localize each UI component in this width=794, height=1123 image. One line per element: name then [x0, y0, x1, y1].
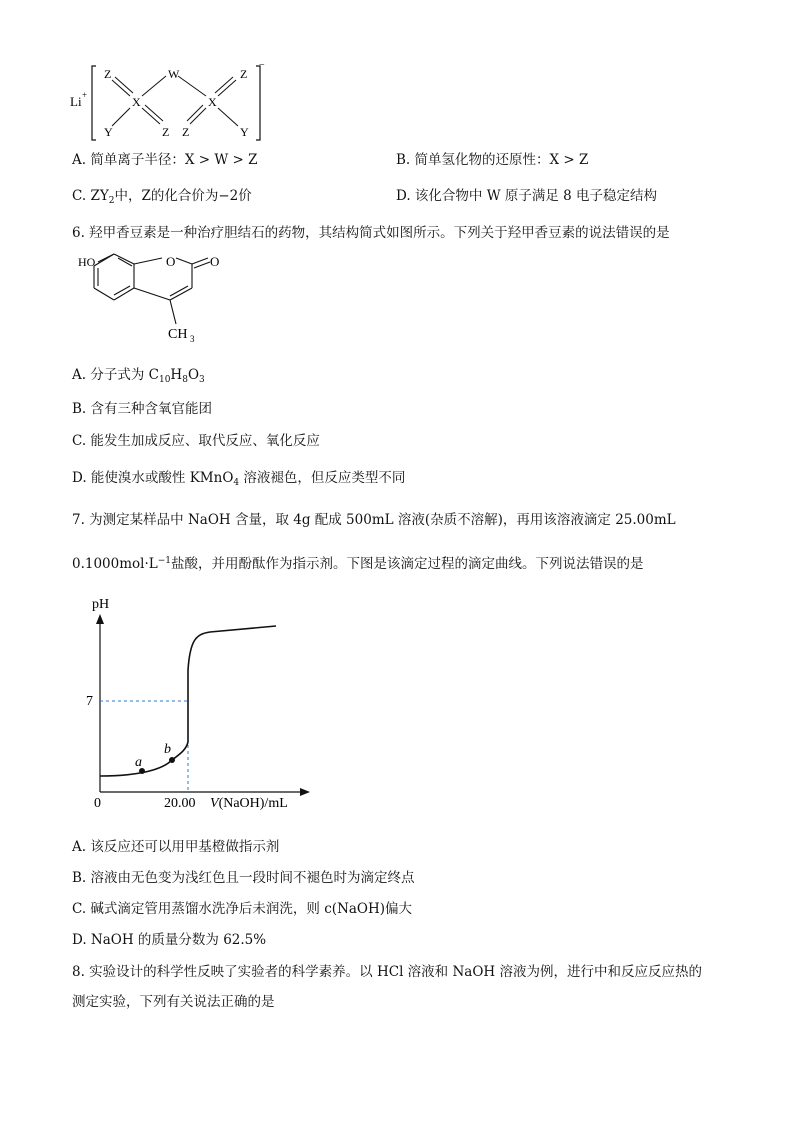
coumarin-bonds	[94, 254, 210, 324]
q6-formula-c: C	[148, 367, 159, 383]
atom-z-top-left: Z	[104, 67, 112, 81]
atom-y-bottom-left: Y	[104, 125, 113, 139]
lithium-label: Li	[70, 94, 82, 109]
q6-formula-c-sub: 10	[158, 375, 171, 385]
y-tick-label-7: 7	[86, 694, 93, 709]
q7-concentration-exp: −1	[157, 556, 172, 566]
titration-chart	[80, 590, 320, 820]
q5-option-b: B. 简单氢化物的还原性：X > Z	[396, 152, 589, 168]
q7-stem-line2	[72, 552, 644, 573]
q5-option-c	[72, 187, 252, 210]
q7-option-c-prefix: C. 碱式滴定管用蒸馏水洗净后未润洗，则 c	[72, 901, 332, 917]
x-axis-arrow	[300, 788, 310, 796]
ionic-structure-diagram	[66, 60, 276, 150]
lithium-charge: +	[82, 90, 88, 100]
q6-formula-h: H	[170, 367, 183, 383]
right-bracket	[256, 66, 260, 140]
q7-stem-line2-rest: 盐酸，并用酚酞作为指示剂。下图是该滴定过程的滴定曲线。下列说法错误的是	[171, 556, 644, 572]
q8-stem-line1: 8. 实验设计的科学性反映了实验者的科学素养。以 HCl 溶液和 NaOH 溶液为例，进行中和反应反应热的	[72, 964, 702, 980]
q6-formula-h-sub: 8	[182, 375, 188, 385]
q7-option-d: D. NaOH 的质量分数为 62.5%	[72, 932, 267, 948]
methyl-sub: 3	[190, 334, 195, 344]
q6-stem: 6. 羟甲香豆素是一种治疗胆结石的药物，其结构简式如图所示。下列关于羟甲香豆素的说法错误的是	[72, 225, 670, 241]
q7-option-c-paren: (NaOH)	[331, 901, 386, 917]
q7-option-b: B. 溶液由无色变为浅红色且一段时间不褪色时为滴定终点	[72, 870, 415, 886]
q6-formula-o-sub: 3	[199, 375, 205, 385]
q5-option-a: A. 简单离子半径：X > W > Z	[72, 152, 258, 168]
atom-z-bottom-mid-right: Z	[182, 125, 190, 139]
q6-option-b: B. 含有三种含氧官能团	[72, 401, 213, 417]
methyl-label: CH	[168, 327, 188, 342]
q5-option-c-formula: ZY	[90, 188, 109, 204]
point-b-label: b	[164, 742, 171, 757]
q7-option-a: A. 该反应还可以用甲基橙做指示剂	[72, 839, 280, 855]
q7-stem-line1: 7. 为测定某样品中 NaOH 含量，取 4g 配成 500mL 溶液(杂质不溶解)，再用该溶液滴定 25.00mL	[72, 512, 676, 528]
atom-y-bottom-right: Y	[240, 125, 249, 139]
origin-label: 0	[94, 796, 101, 811]
q7-option-c-rest: 偏大	[385, 901, 413, 917]
x-axis-label	[210, 796, 288, 811]
q6-option-d-formula: KMnO	[189, 470, 234, 486]
ring-oxygen-label: O	[166, 254, 176, 269]
bonds	[112, 76, 238, 126]
y-axis-label: pH	[92, 597, 110, 612]
q5-option-c-prefix: C.	[72, 188, 91, 204]
point-b	[169, 757, 175, 763]
coumarin-structure	[72, 248, 242, 348]
ho-label: HO	[78, 255, 96, 269]
x-tick-label-20: 20.00	[164, 796, 196, 811]
q6-option-d	[72, 469, 405, 492]
atom-z-bottom-mid-left: Z	[162, 125, 170, 139]
q6-option-a	[72, 366, 205, 389]
carbonyl-oxygen-label: O	[210, 254, 220, 269]
atom-x-left: X	[132, 95, 141, 109]
point-a-label: a	[135, 755, 142, 770]
q5-option-c-sub: 2	[108, 196, 115, 206]
atom-x-right: X	[208, 95, 217, 109]
anion-charge: −	[259, 60, 265, 71]
q5-option-d: D. 该化合物中 W 原子满足 8 电子稳定结构	[396, 188, 658, 204]
q6-option-d-prefix: D. 能使溴水或酸性	[72, 470, 190, 486]
q6-option-c: C. 能发生加成反应、取代反应、氧化反应	[72, 433, 320, 449]
y-axis-arrow	[96, 614, 104, 624]
atom-w: W	[168, 67, 180, 81]
left-bracket	[92, 66, 96, 140]
q6-option-a-prefix: A. 分子式为	[72, 367, 149, 383]
q6-formula-o: O	[187, 367, 200, 383]
q7-option-c	[72, 900, 412, 918]
x-axis-label-v: V	[210, 796, 219, 811]
q5-option-c-rest: 中，Z的化合价为−2价	[114, 188, 252, 204]
q8-stem-line2: 测定实验，下列有关说法正确的是	[72, 994, 275, 1010]
q6-option-d-sub: 4	[233, 478, 240, 488]
x-axis-label-rest: (NaOH)/mL	[218, 796, 288, 811]
q6-option-d-rest: 溶液褪色，但反应类型不同	[239, 470, 406, 486]
q7-concentration: 0.1000mol·L	[72, 556, 158, 572]
atom-z-top-right: Z	[240, 67, 248, 81]
